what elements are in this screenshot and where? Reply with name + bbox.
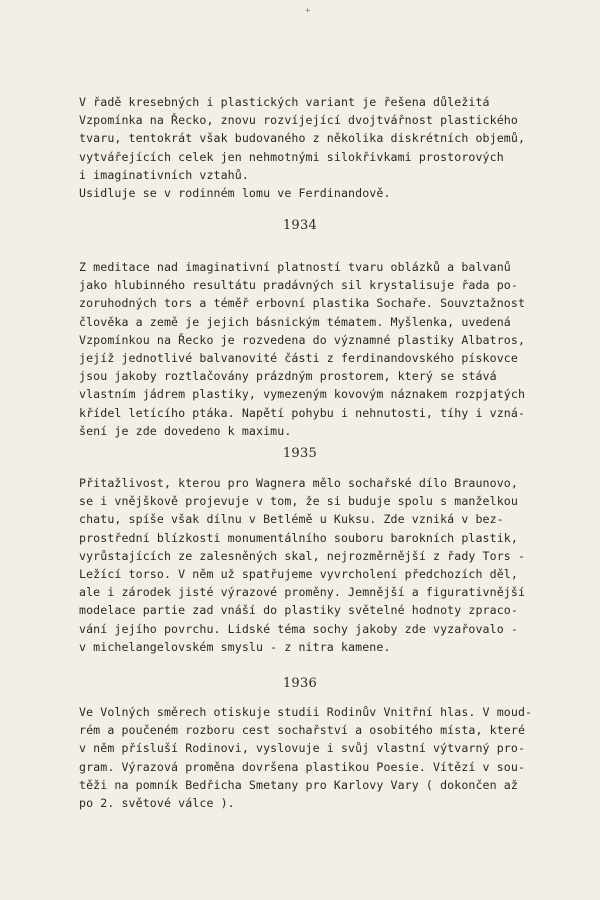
year-heading-1935: 1935 [282, 446, 318, 461]
year-heading-1934: 1934 [282, 218, 318, 233]
text-line: tvaru, tentokrát však budovaného z několika diskrétních objemů, [79, 131, 526, 146]
text-line: zoruhodných tors a téměř erbovní plastika Sochaře. Souvztažnost [79, 296, 526, 311]
text-line: jejíž jednotlivé balvanovité části z ferdinandovského pískovce [79, 350, 518, 365]
text-line: Usidluje se v rodinném lomu ve Ferdinandově. [79, 185, 391, 200]
text-line: v něm přísluší Rodinovi, vyslovuje i svůj vlastní výtvarný pro- [79, 741, 526, 756]
text-line: prostřední blízkosti monumentálního souboru barokních plastik, [79, 530, 518, 545]
text-line: Ležící torso. V něm už spatřujeme vyvrcholení předchozích děl, [79, 566, 518, 581]
text-line: se i vnějškově projevuje v tom, že si buduje spolu s manželkou [79, 494, 518, 509]
text-line: rém a poučeném rozboru cest sochařství a osobitého místa, které [79, 723, 526, 738]
text-line: V řadě kresebných i plastických variant je řešena důležitá [79, 95, 490, 109]
text-line: chatu, spíše však dílnu v Betlémě u Kuksu. Zde vzniká v bez- [79, 512, 504, 527]
text-line: ale i zárodek jisté výrazové proměny. Jemnější a figurativnější [79, 585, 526, 600]
text-line: po 2. světové válce ). [79, 795, 235, 810]
paragraph-1935 [79, 474, 589, 656]
punch-mark: + [305, 6, 311, 16]
text-line: těži na pomník Bedřicha Smetany pro Karlovy Vary ( dokončen až [79, 777, 518, 792]
text-line: Ve Volných směrech otiskuje studii Rodinův Vnitřní hlas. V moud- [79, 705, 533, 719]
text-line: gram. Výrazová proměna dovršena plastikou Poesie. Vítězí v sou- [79, 759, 526, 774]
text-line: člověka a země je jejich básnickým tématem. Myšlenka, uvedená [79, 314, 511, 329]
text-line: i imaginativních vztahů. [79, 167, 249, 182]
paragraph-1934 [79, 258, 589, 440]
text-line: křídel letícího ptáka. Napětí pohybu i nehnutosti, tíhy i vzná- [79, 405, 526, 420]
text-line: Přitažlivost, kterou pro Wagnera mělo sochařské dílo Braunovo, [79, 476, 518, 490]
text-line: Z meditace nad imaginativní platností tvaru oblázků a balvanů [79, 260, 511, 274]
text-line: vytvářejících celek jen nehmotnými silokřivkami prostorových [79, 149, 504, 164]
text-line: šení je zde dovedeno k maximu. [79, 423, 292, 438]
text-line: Vzpomínkou na Řecko je rozvedena do významné plastiky Albatros, [79, 332, 526, 347]
paragraph-intro [79, 93, 589, 202]
year-heading-1936: 1936 [282, 676, 318, 691]
paragraph-1936 [79, 703, 589, 812]
text-line: jako hlubinného resultátu pradávných sil krystalisuje řada po- [79, 278, 518, 293]
text-line: jsou jakoby roztlačovány prázdným prostorem, který se stává [79, 369, 497, 384]
text-line: vání jejího povrchu. Lidské téma sochy jakoby zde vyzařovalo - [79, 621, 518, 636]
text-line: vyrůstajících ze zalesněných skal, nejrozměrnější z řady Tors - [79, 548, 526, 563]
text-line: vlastním jádrem plastiky, vymezeným kovovým náznakem rozpjatých [79, 387, 526, 402]
text-line: Vzpomínka na Řecko, znovu rozvíjející dvojtvářnost plastického [79, 113, 518, 128]
text-line: modelace partie zad vnáší do plastiky světelné hodnoty zpraco- [79, 603, 518, 618]
text-line: v michelangelovském smyslu - z nitra kamene. [79, 639, 391, 654]
